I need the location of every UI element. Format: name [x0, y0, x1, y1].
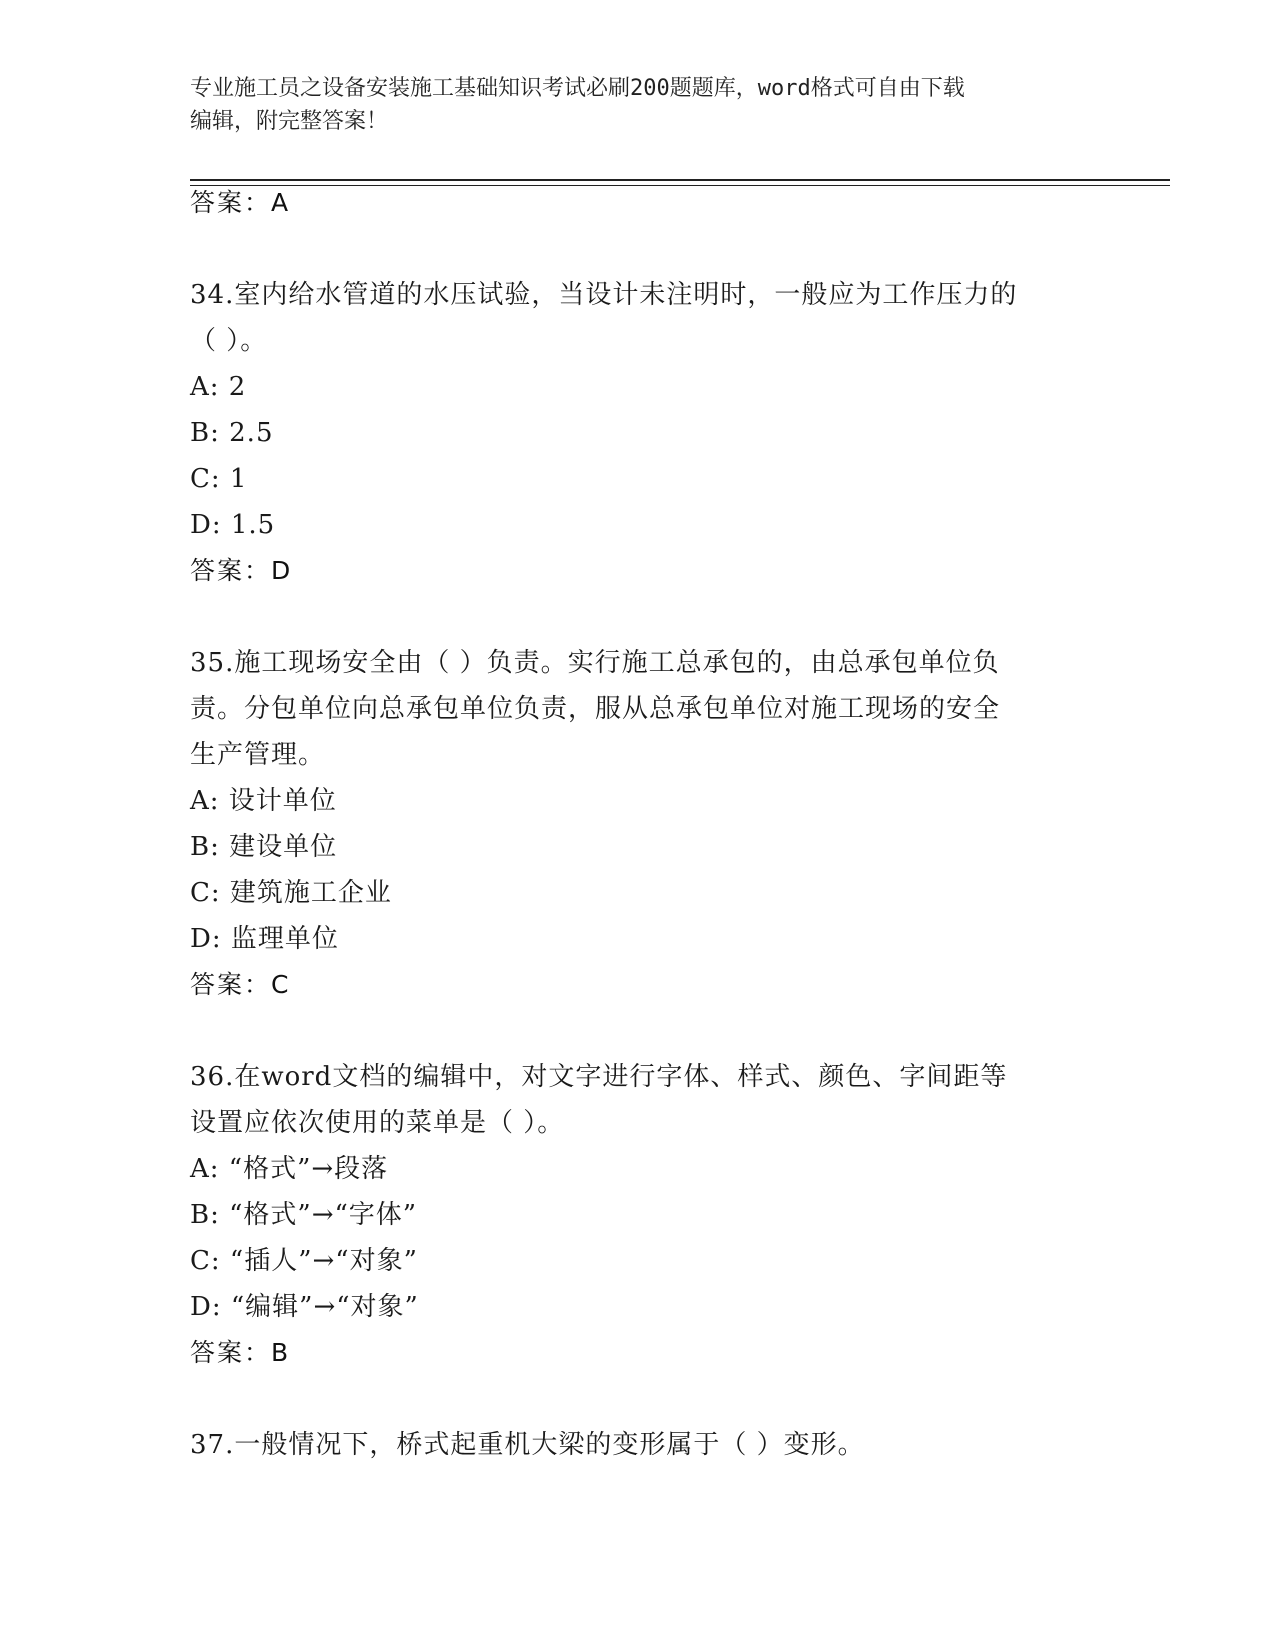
answer: 答案：C [190, 970, 291, 999]
question-34 [190, 272, 1090, 594]
header-line-1: 专业施工员之设备安装施工基础知识考试必刷200题题库，word格式可自由下载 [190, 76, 965, 101]
question-stem: 35.施工现场安全由（ ）负责。实行施工总承包的，由总承包单位负 [190, 648, 1000, 678]
question-stem: 34.室内给水管道的水压试验，当设计未注明时，一般应为工作压力的 [190, 280, 1018, 310]
option-b: B: 建设单位 [190, 832, 338, 862]
question-stem: 设置应依次使用的菜单是（ ）。 [190, 1108, 565, 1138]
option-a: A: “格式”→段落 [190, 1154, 389, 1184]
option-d: D: “编辑”→“对象” [190, 1292, 419, 1322]
option-b: B: “格式”→“字体” [190, 1200, 418, 1230]
header-line-2: 编辑，附完整答案！ [190, 109, 389, 134]
option-c: C: 1 [190, 464, 248, 494]
option-d: D: 监理单位 [190, 924, 339, 954]
answer: 答案：B [190, 1338, 291, 1367]
option-a: A: 2 [190, 372, 247, 402]
question-35 [190, 640, 1090, 1008]
question-stem: 37.一般情况下，桥式起重机大梁的变形属于（ ）变形。 [190, 1430, 865, 1460]
answer: 答案：D [190, 556, 293, 585]
question-stem: 生产管理。 [190, 740, 326, 770]
question-36 [190, 1054, 1090, 1376]
document-header [190, 72, 1090, 138]
option-a: A: 设计单位 [190, 786, 337, 816]
option-d: D: 1.5 [190, 510, 276, 540]
question-stem: 责。分包单位向总承包单位负责，服从总承包单位对施工现场的安全 [190, 694, 1001, 724]
question-stem: 36.在word文档的编辑中，对文字进行字体、样式、颜色、字间距等 [190, 1062, 1008, 1092]
option-b: B: 2.5 [190, 418, 274, 448]
question-37 [190, 1422, 1090, 1468]
question-stem: （ ）。 [190, 326, 268, 356]
option-c: C: 建筑施工企业 [190, 878, 392, 908]
previous-answer: 答案：A [190, 188, 291, 217]
question-list [190, 180, 1090, 1468]
option-c: C: “插人”→“对象” [190, 1246, 418, 1276]
